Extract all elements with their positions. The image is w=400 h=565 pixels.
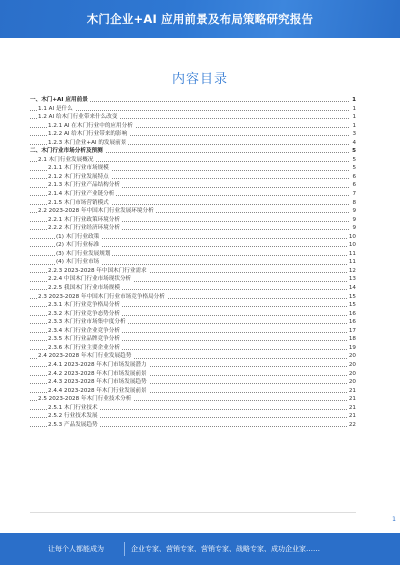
- toc-entry-text: 2.5.2 行业技术发展: [48, 413, 98, 420]
- toc-entry-text: 2.3.1 木门行业竞争格局分析: [48, 302, 120, 309]
- toc-entry-text: 2.4.1 2023-2028 年木门市场发展潜力: [48, 361, 147, 368]
- toc-page-number: 6: [352, 182, 356, 189]
- toc-entry-text: 1.2.1 AI 在木门行业中的应用分析: [48, 122, 133, 129]
- toc-entry[interactable]: [30, 199, 356, 208]
- toc-page-number: 5: [352, 156, 356, 163]
- toc-entry[interactable]: [30, 147, 356, 156]
- toc-entry[interactable]: [30, 361, 356, 370]
- toc-page-number: 1: [352, 122, 356, 129]
- toc-entry[interactable]: [30, 250, 356, 259]
- toc-entry[interactable]: [30, 173, 356, 182]
- toc-entry-text: 2.1.5 木门市场营销模式: [48, 199, 109, 206]
- toc-entry[interactable]: [30, 241, 356, 250]
- toc-page-number: 14: [348, 285, 356, 292]
- toc-page-number: 3: [352, 131, 356, 138]
- toc-entry-text: 2.2.4 中国木门行业市场现状分析: [48, 276, 132, 283]
- toc-page-number: 10: [348, 233, 356, 240]
- toc-entry[interactable]: [30, 105, 356, 114]
- toc-entry-text: 2.1 木门行业发展概况: [38, 156, 94, 163]
- toc-entry-text: (4) 木门行业市场: [56, 259, 100, 266]
- toc-entry[interactable]: [30, 275, 356, 284]
- toc-entry-text: 一、木门+AI 应用前景: [30, 97, 88, 103]
- toc-page-number: 15: [348, 293, 356, 300]
- toc-entry-text: 2.2.2 木门行业经济环境分析: [48, 225, 120, 232]
- toc-page-number: 9: [352, 216, 356, 223]
- toc-page-number: 21: [348, 396, 356, 403]
- toc-page-number: 12: [348, 267, 356, 274]
- toc-page-number: 11: [348, 250, 356, 257]
- toc-page-number: 21: [348, 413, 356, 420]
- toc-page-number: 6: [352, 173, 356, 180]
- toc-page-number: 20: [348, 353, 356, 360]
- toc-entry-text: 2.3.2 木门行业竞争态势分析: [48, 310, 120, 317]
- toc-entry-text: 2.3.6 木门行业主要企业分析: [48, 344, 120, 351]
- toc-entry[interactable]: [30, 387, 356, 396]
- toc-entry[interactable]: [30, 404, 356, 413]
- toc-entry-text: 1.2.3 木门企业+AI 的发展前景: [48, 139, 127, 146]
- toc-page-number: 7: [352, 191, 356, 198]
- toc-page-number: 20: [348, 370, 356, 377]
- toc-entry[interactable]: [30, 310, 356, 319]
- toc-entry-text: 2.1.3 木门行业产品结构分析: [48, 182, 120, 189]
- toc-page-number: 5: [352, 165, 356, 172]
- toc-page-number: 17: [348, 327, 356, 334]
- toc-entry[interactable]: [30, 122, 356, 131]
- toc-entry[interactable]: [30, 352, 356, 361]
- toc-entry-text: (2) 木门行业标准: [56, 242, 100, 249]
- toc-page-number: 13: [348, 276, 356, 283]
- toc-page-number: 1: [352, 105, 356, 112]
- toc-entry[interactable]: [30, 156, 356, 165]
- toc-page-number: 20: [348, 379, 356, 386]
- toc-entry[interactable]: [30, 113, 356, 122]
- toc-entry[interactable]: [30, 130, 356, 139]
- toc-entry[interactable]: [30, 258, 356, 267]
- toc-entry-text: 1.2 AI 给木门行业带来什么改变: [38, 114, 118, 121]
- toc-entry-text: 2.3.5 木门行业品牌竞争分析: [48, 336, 120, 343]
- toc-page-number: 18: [348, 336, 356, 343]
- toc-page-number: 4: [352, 139, 356, 146]
- toc-page-number: 9: [352, 208, 356, 215]
- toc-entry[interactable]: [30, 233, 356, 242]
- toc-entry-text: (1) 木门行业政策: [56, 233, 100, 240]
- toc-entry-text: 2.3.4 木门行业企业竞争分析: [48, 327, 120, 334]
- toc-page-number: 15: [348, 302, 356, 309]
- toc-entry-text: 2.5.1 木门行业技术: [48, 404, 98, 411]
- toc-page-number: 10: [348, 242, 356, 249]
- toc-entry[interactable]: [30, 190, 356, 199]
- toc-page-number: 1: [352, 114, 356, 121]
- toc-entry[interactable]: [30, 216, 356, 225]
- toc-entry[interactable]: [30, 318, 356, 327]
- toc-page-number: 1: [352, 97, 356, 103]
- toc-entry-text: 1.1 AI 是什么: [38, 105, 73, 112]
- toc-entry[interactable]: [30, 335, 356, 344]
- toc-entry-text: 2.2.3 2023-2028 年中国木门行业需求: [48, 267, 147, 274]
- toc-page-number: 21: [348, 404, 356, 411]
- toc-page-number: 16: [348, 310, 356, 317]
- toc-page-number: 19: [348, 344, 356, 351]
- toc-entry[interactable]: [30, 370, 356, 379]
- toc-entry-text: 2.3.3 木门行业市场集中度分析: [48, 319, 126, 326]
- toc-entry[interactable]: [30, 421, 356, 430]
- toc-entry-text: 2.1.2 木门行业发展特点: [48, 173, 109, 180]
- toc-entry[interactable]: [30, 301, 356, 310]
- toc-heading: 内容目录: [171, 72, 228, 87]
- toc-page-number: 5: [352, 148, 356, 155]
- toc-entry-text: 2.4.4 2023-2028 年木门行业发展前景: [48, 387, 147, 394]
- toc-page-number: 16: [348, 319, 356, 326]
- toc-entry-text: (3) 木门行业发展规划: [56, 250, 111, 257]
- toc-entry-text: 2.1.4 木门行业产业链分析: [48, 191, 115, 198]
- toc-entry[interactable]: [30, 293, 356, 302]
- footer-slogan-right: 企业专家、营销专家、营销专家、战略专家、成功企业家……: [131, 545, 320, 553]
- toc-entry-text: 2.4 2023-2028 年木门行业发展趋势: [38, 353, 132, 360]
- footer-separator: [124, 542, 125, 556]
- divider: [30, 512, 356, 513]
- toc-entry-text: 2.5.3 产品发展趋势: [48, 421, 98, 428]
- toc-entry[interactable]: [30, 207, 356, 216]
- toc-entry-text: 2.2 2023-2028 年中国木门行业发展环境分析: [38, 208, 154, 215]
- toc-page-number: 22: [348, 421, 356, 428]
- table-of-contents: [30, 96, 356, 429]
- toc-entry[interactable]: [30, 412, 356, 421]
- header-banner: [0, 0, 400, 38]
- toc-page-number: 20: [348, 361, 356, 368]
- toc-entry[interactable]: [30, 139, 356, 148]
- toc-entry[interactable]: [30, 164, 356, 173]
- toc-entry[interactable]: [30, 181, 356, 190]
- toc-leader-dots: [30, 110, 349, 111]
- toc-entry-text: 2.2.1 木门行业政策环境分析: [48, 216, 120, 223]
- footer-slogan-left: 让每个人都能成为: [48, 545, 104, 553]
- report-title: 木门企业+AI 应用前景及布局策略研究报告: [86, 12, 314, 26]
- toc-entry[interactable]: [30, 96, 356, 105]
- footer-banner: [0, 533, 400, 565]
- toc-entry[interactable]: [30, 267, 356, 276]
- toc-page-number: 21: [348, 387, 356, 394]
- toc-entry-text: 2.5 2023-2028 年木门行业技术分析: [38, 396, 132, 403]
- toc-entry[interactable]: [30, 284, 356, 293]
- toc-entry[interactable]: [30, 224, 356, 233]
- toc-entry[interactable]: [30, 327, 356, 336]
- toc-entry-text: 二、木门行业市场分析及预测: [30, 148, 103, 155]
- toc-entry[interactable]: [30, 395, 356, 404]
- toc-entry[interactable]: [30, 344, 356, 353]
- toc-entry-text: 2.1.1 木门行业市场规模: [48, 165, 109, 172]
- toc-entry-text: 2.2.5 我国木门行业市场规模: [48, 285, 120, 292]
- toc-page-number: 9: [352, 225, 356, 232]
- toc-page-number: 11: [348, 259, 356, 266]
- toc-page-number: 8: [352, 199, 356, 206]
- toc-entry-text: 2.4.2 2023-2028 年木门市场发展前景: [48, 370, 147, 377]
- toc-entry-text: 1.2.2 AI 给木门行业带来的影响: [48, 131, 128, 138]
- toc-entry[interactable]: [30, 378, 356, 387]
- toc-entry-text: 2.4.3 2023-2028 年木门市场发展趋势: [48, 379, 147, 386]
- page-corner-mark: 1: [392, 516, 396, 523]
- toc-entry-text: 2.3 2023-2028 年中国木门行业市场竞争格局分析: [38, 293, 165, 300]
